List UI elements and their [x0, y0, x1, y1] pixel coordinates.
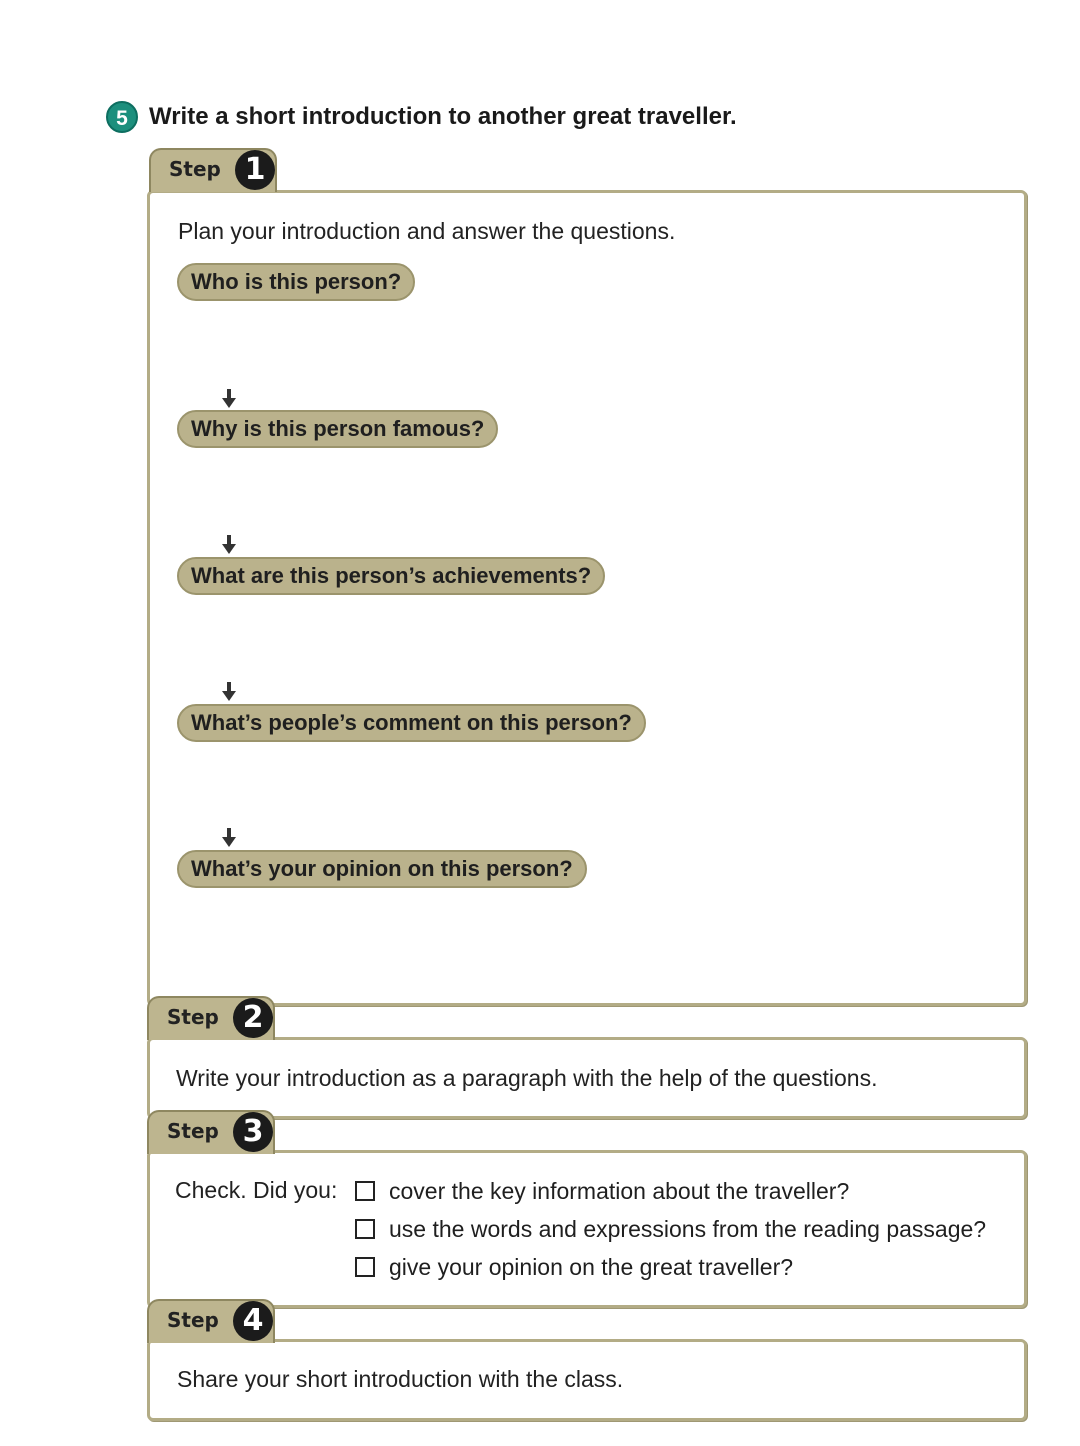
question-pill-3: What are this person’s achievements?: [177, 557, 605, 595]
checklist-item: [355, 1176, 849, 1206]
checklist-item-text: give your opinion on the great traveller?: [389, 1254, 794, 1280]
step-1-label: Step: [169, 157, 221, 181]
checkbox[interactable]: [355, 1181, 375, 1201]
step-2-tab: [147, 996, 275, 1040]
question-pill-4: What’s people’s comment on this person?: [177, 704, 646, 742]
down-arrow-icon: [220, 389, 238, 409]
question-pill-1: Who is this person?: [177, 263, 415, 301]
task-title: Write a short introduction to another great traveller.: [149, 103, 737, 130]
step-3-tab: [147, 1110, 275, 1154]
step-1-instruction: Plan your introduction and answer the questions.: [178, 218, 676, 244]
down-arrow-icon: [220, 682, 238, 702]
checklist-item-text: cover the key information about the traveller?: [389, 1178, 850, 1204]
task-number-badge: 5: [106, 101, 138, 133]
down-arrow-icon: [220, 535, 238, 555]
checkbox[interactable]: [355, 1257, 375, 1277]
checkbox[interactable]: [355, 1219, 375, 1239]
down-arrow-icon: [220, 828, 238, 848]
step-3-lead: Check. Did you:: [175, 1177, 338, 1203]
step-3-label: Step: [167, 1119, 219, 1143]
step-1-number: 1: [235, 150, 275, 190]
step-1-tab: [149, 148, 277, 192]
step-4-number: 4: [233, 1301, 273, 1341]
step-2-instruction: Write your introduction as a paragraph with the help of the questions.: [176, 1065, 878, 1091]
step-2-label: Step: [167, 1005, 219, 1029]
checklist-item-text: use the words and expressions from the reading passage?: [389, 1216, 987, 1242]
step-4-instruction: Share your short introduction with the class.: [177, 1366, 624, 1392]
step-4-label: Step: [167, 1308, 219, 1332]
step-2-number: 2: [233, 998, 273, 1038]
checklist-item: [355, 1252, 793, 1282]
checklist-item: [355, 1214, 986, 1244]
step-3-number: 3: [233, 1112, 273, 1152]
question-pill-5: What’s your opinion on this person?: [177, 850, 587, 888]
question-pill-2: Why is this person famous?: [177, 410, 498, 448]
step-4-tab: [147, 1299, 275, 1343]
